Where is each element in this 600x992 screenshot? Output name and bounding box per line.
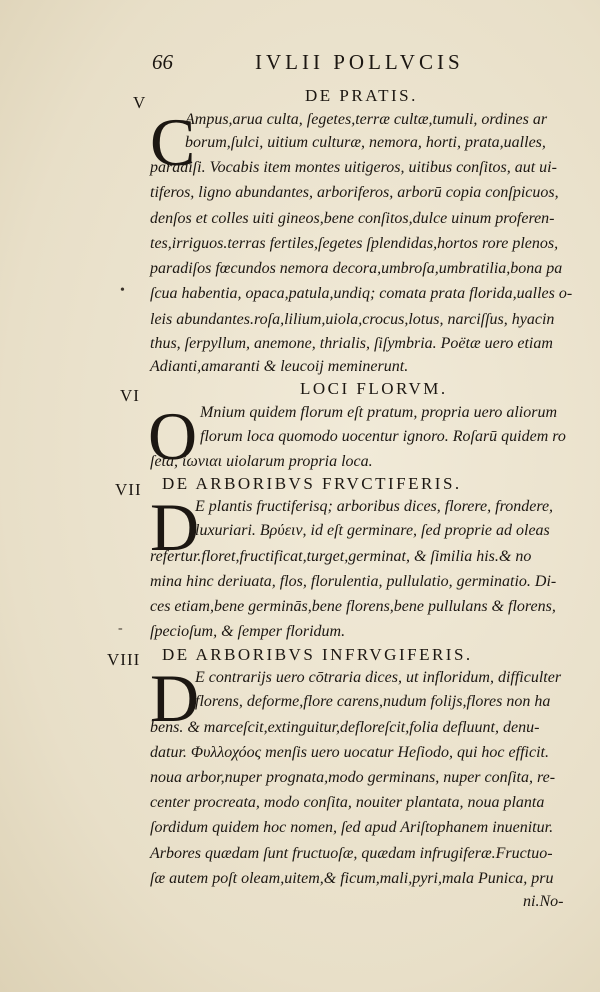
text-line: noua arbor,nuper prognata,modo germinans, nuper conſita, re- (150, 769, 556, 786)
text-line: bens. & marceſcit,extinguitur,defloreſcit,folia defluunt, denu- (150, 719, 540, 736)
section-heading: DE ARBORIBVS FRVCTIFERIS. (162, 474, 462, 493)
text-line: ſeta, ἰωνιαι uiolarum propria loca. (150, 453, 373, 470)
section-numeral: V (133, 93, 147, 112)
text-line: center procreata, modo conſita, nouiter plantata, noua planta (150, 794, 545, 811)
section-heading: LOCI FLORVM. (300, 379, 448, 398)
text-line: ſpecioſum, & ſemper floridum. (150, 623, 346, 640)
text-line: leis abundantes.roſa,lilium,uiola,crocus,lotus, narciſſus, hyacin (150, 311, 555, 328)
text-line: ſcua habentia, opaca,patula,undiq; comata prata florida,ualles o- (150, 285, 573, 302)
margin-mark: - (118, 621, 123, 636)
text-line: datur. Φυλλοχόος menſis uero uocatur Heſiodo, qui hoc efficit. (150, 744, 549, 761)
text-line: ces etiam,bene germinās,bene florens,bene pullulans & florens, (150, 598, 556, 615)
text-line: Adianti,amaranti & leucoij meminerunt. (150, 358, 409, 375)
text-line: mina hinc deriuata, flos, florulentia, pullulatio, germinatio. Di- (150, 573, 557, 590)
drop-initial: D (150, 660, 200, 736)
catchword: ni.No- (523, 893, 564, 910)
text-line: tes,irriguos.terras fertiles,ſegetes ſplendidas,hortos rore plenos, (150, 235, 559, 252)
text-line: paradiſos fœcundos nemora decora,umbroſa,umbratilia,bona pa (150, 260, 563, 277)
drop-initial: O (148, 398, 198, 474)
text-line: Mnium quidem florum eſt pratum, propria uero aliorum (200, 404, 558, 421)
text-line: ſæ autem poſt oleam,uitem,& ficum,mali,pyri,mala Punica, pru (150, 870, 554, 887)
drop-initial: D (150, 489, 200, 565)
text-line: florum loca quomodo uocentur ignoro. Roſarū quidem ro (200, 428, 566, 445)
section-heading: DE PRATIS. (305, 86, 418, 105)
text-line: denſos et colles uiti gineos,bene conſitos,dulce uinum proferen- (150, 210, 555, 227)
section-heading: DE ARBORIBVS INFRVGIFERIS. (162, 645, 473, 664)
section-numeral: VII (115, 480, 142, 499)
text-line: luxuriari. Βρύειν, id eſt germinare, ſed proprie ad oleas (195, 522, 550, 539)
text-line: refertur.floret,fructificat,turget,germinat, & ſimilia his.& no (150, 548, 532, 565)
text-line: thus, ſerpyllum, anemone, thrialis, ſiſymbria. Poëtæ uero etiam (150, 335, 553, 352)
page-number: 66 (152, 50, 173, 74)
text-line: Ampus,arua culta, ſegetes,terræ cultæ,tumuli, ordines ar (185, 111, 548, 128)
text-line: E contrarijs uero cōtraria dices, ut infloridum, difficulter (195, 669, 562, 686)
page-header (0, 48, 600, 78)
text-line: E plantis fructiferisq; arboribus dices, florere, frondere, (195, 498, 554, 515)
text-line: ſordidum quidem hoc nomen, ſed apud Ariſtophanem inuenitur. (150, 819, 554, 836)
text-line: Arbores quædam ſunt fructuoſæ, quædam infrugiferæ.Fructuo- (150, 845, 553, 862)
margin-mark: • (120, 283, 125, 298)
text-line: florens, deforme,flore carens,nudum folijs,flores non ha (195, 693, 551, 710)
text-line: tiferos, ligno abundantes, arboriferos, arborū copia conſpicuos, (150, 184, 559, 201)
drop-initial: C (150, 104, 196, 180)
text-line: borum,ſulci, uitium culturæ, nemora, horti, prata,ualles, (185, 134, 546, 151)
section-numeral: VIII (107, 650, 141, 669)
section-numeral: VI (120, 386, 140, 405)
text-line: paradiſi. Vocabis item montes uitigeros, uitibus conſitos, aut ui- (150, 159, 557, 176)
running-title: IVLII POLLVCIS (255, 50, 464, 74)
